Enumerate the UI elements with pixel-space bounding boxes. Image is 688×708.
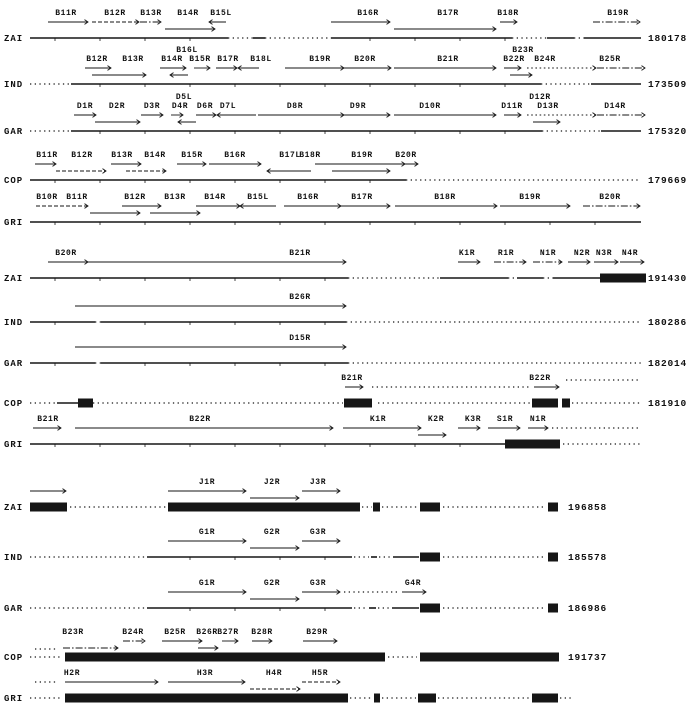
strain-label: COP xyxy=(4,653,24,663)
gene-label: H4R xyxy=(265,669,283,678)
orf-n3r xyxy=(594,249,618,264)
gene-label: B11R xyxy=(55,9,77,18)
gene-label: B22R xyxy=(503,55,525,64)
terminal-repeat-box xyxy=(65,694,348,703)
strain-label: COP xyxy=(4,399,24,409)
orf-g2r xyxy=(250,579,299,601)
orf-d7l xyxy=(217,102,256,117)
gene-label: B14R xyxy=(144,151,166,160)
gene-label: B29R xyxy=(306,628,328,637)
terminal-repeat-box xyxy=(373,503,380,512)
terminal-repeat-box xyxy=(78,399,93,408)
gene-label: B20R xyxy=(395,151,417,160)
orf-k1r xyxy=(343,415,421,430)
coordinate-value: 186986 xyxy=(568,603,608,614)
terminal-repeat-box xyxy=(532,694,558,703)
strain-label: GAR xyxy=(4,604,24,614)
gene-label: N1R xyxy=(539,249,557,258)
gene-label: B17R xyxy=(351,193,373,202)
orf-g1r xyxy=(168,579,246,594)
terminal-repeat-box xyxy=(420,503,440,512)
orf-h3r xyxy=(168,669,245,684)
track-row-zai-panel1 xyxy=(4,9,687,44)
track-row-cop-panel2 xyxy=(4,374,687,409)
gene-label: K2R xyxy=(427,415,445,424)
track-row-gri-panel1 xyxy=(4,193,641,228)
gene-label: D7L xyxy=(219,102,237,111)
gene-label: B25R xyxy=(164,628,186,637)
gene-label: D1R xyxy=(76,102,94,111)
orf-d9r xyxy=(332,102,390,117)
gene-label: B19R xyxy=(351,151,373,160)
terminal-repeat-box xyxy=(30,503,67,512)
orf-d4r xyxy=(171,102,188,117)
orf-b14r xyxy=(165,9,215,31)
gene-label: D2R xyxy=(108,102,126,111)
gene-label: B15R xyxy=(181,151,203,160)
terminal-repeat-box xyxy=(420,653,559,662)
strain-label: GRI xyxy=(4,694,24,704)
orf-k2r xyxy=(418,415,446,437)
orf-b28r xyxy=(251,628,273,643)
gene-label: B20R xyxy=(599,193,621,202)
orf-b15l xyxy=(209,9,232,24)
orf-b29r xyxy=(303,628,337,643)
coordinate-value: 191430 xyxy=(648,273,688,284)
strain-label: GRI xyxy=(4,218,24,228)
terminal-repeat-box xyxy=(600,274,646,283)
gene-label: G1R xyxy=(198,579,216,588)
gene-label: B21R xyxy=(437,55,459,64)
gene-label: G2R xyxy=(263,579,281,588)
gene-label: B18R xyxy=(434,193,456,202)
coordinate-value: 181910 xyxy=(648,398,688,409)
terminal-repeat-box xyxy=(65,653,385,662)
gene-label: J1R xyxy=(198,478,216,487)
gene-label: D9R xyxy=(349,102,367,111)
gene-label: B26R xyxy=(289,293,311,302)
gene-label: D10R xyxy=(419,102,441,111)
gene-label: B22R xyxy=(529,374,551,383)
terminal-repeat-box xyxy=(562,399,570,408)
orf-d2r xyxy=(95,102,140,124)
orf-k3r xyxy=(458,415,481,430)
orf-g3r xyxy=(302,528,340,543)
gene-label: B26R xyxy=(196,628,218,637)
orf-b12r xyxy=(92,9,139,24)
track-row-zai-panel2 xyxy=(4,249,687,284)
gene-label: D4R xyxy=(171,102,189,111)
orf-b12r xyxy=(122,193,161,208)
orf-b21r xyxy=(341,374,363,389)
terminal-repeat-box xyxy=(548,604,558,613)
gene-label: D6R xyxy=(196,102,214,111)
gene-label: B20R xyxy=(354,55,376,64)
orf-b11r xyxy=(35,151,58,166)
strain-label: GAR xyxy=(4,127,24,137)
orf-b22r xyxy=(75,415,333,430)
terminal-repeat-box xyxy=(344,399,372,408)
gene-label: R1R xyxy=(497,249,515,258)
orf-h2r xyxy=(64,669,158,684)
orf-unlabeled xyxy=(30,489,66,494)
gene-label: D5L xyxy=(175,93,193,102)
gene-label: N4R xyxy=(621,249,639,258)
gene-label: G3R xyxy=(309,528,327,537)
coordinate-value: 180286 xyxy=(648,317,688,328)
gene-label: D12R xyxy=(529,93,551,102)
track-row-ind-panel1 xyxy=(4,46,687,90)
orf-b23r xyxy=(62,628,118,650)
gene-label: B13R xyxy=(140,9,162,18)
track-row-ind-panel2 xyxy=(4,293,687,328)
orf-g2r xyxy=(250,528,299,550)
gene-label: B12R xyxy=(86,55,108,64)
gene-label: B12R xyxy=(124,193,146,202)
track-row-gar-panel3 xyxy=(4,579,607,614)
gene-label: G2R xyxy=(263,528,281,537)
orf-b15r xyxy=(189,55,211,70)
terminal-repeat-box xyxy=(374,694,380,703)
orf-d8r xyxy=(258,102,344,117)
orf-d14r xyxy=(597,102,645,117)
gene-label: B19R xyxy=(309,55,331,64)
gene-label: B11R xyxy=(66,193,88,202)
orf-b16r xyxy=(209,151,261,166)
coordinate-value: 180178 xyxy=(648,33,688,44)
gene-label: D11R xyxy=(501,102,523,111)
gene-label: B27R xyxy=(217,628,239,637)
strain-label: ZAI xyxy=(4,503,24,513)
orf-d3r xyxy=(141,102,163,117)
gene-label: B22R xyxy=(189,415,211,424)
orf-n1r xyxy=(533,249,562,264)
gene-label: D14R xyxy=(604,102,626,111)
gene-label: B21R xyxy=(37,415,59,424)
strain-label: ZAI xyxy=(4,274,24,284)
gene-label: B12R xyxy=(71,151,93,160)
gene-label: B16R xyxy=(297,193,319,202)
gene-label: B17R xyxy=(437,9,459,18)
orf-g4r xyxy=(402,579,426,594)
coordinate-value: 182014 xyxy=(648,358,688,369)
orf-d15r xyxy=(75,334,346,349)
orf-b12r xyxy=(56,151,106,173)
orf-b20r xyxy=(332,55,391,70)
gene-label: B24R xyxy=(534,55,556,64)
orf-b22r xyxy=(503,55,525,70)
gene-label: J3R xyxy=(309,478,327,487)
coordinate-value: 185578 xyxy=(568,552,608,563)
gene-label: B14R xyxy=(204,193,226,202)
gene-label: K3R xyxy=(464,415,482,424)
gene-label: B20R xyxy=(55,249,77,258)
gene-label: B13R xyxy=(164,193,186,202)
terminal-repeat-box xyxy=(420,604,440,613)
orf-d6r xyxy=(196,102,216,117)
gene-label: B21R xyxy=(289,249,311,258)
orf-r1r xyxy=(494,249,526,264)
gene-label: B11R xyxy=(36,151,58,160)
orf-d10r xyxy=(394,102,496,117)
track-row-gar-panel1 xyxy=(4,93,687,137)
gene-label: B23R xyxy=(512,46,534,55)
orf-b13r xyxy=(111,151,141,166)
gene-label: G4R xyxy=(404,579,422,588)
strain-label: IND xyxy=(4,553,24,563)
terminal-repeat-box xyxy=(168,503,360,512)
terminal-repeat-box xyxy=(420,553,440,562)
orf-b19r xyxy=(500,193,570,208)
gene-label: B16R xyxy=(224,151,246,160)
orf-b15l xyxy=(240,193,276,208)
track-row-gar-panel2 xyxy=(4,334,687,369)
orf-b15r xyxy=(177,151,206,166)
gene-label: B14R xyxy=(177,9,199,18)
gene-label: D3R xyxy=(143,102,161,111)
gene-label: B12R xyxy=(104,9,126,18)
coordinate-value: 196858 xyxy=(568,502,608,513)
orf-b14r xyxy=(160,55,186,70)
strain-label: IND xyxy=(4,80,24,90)
track-row-cop-panel1 xyxy=(4,151,687,186)
orf-b18l xyxy=(238,55,272,70)
gene-label: B19R xyxy=(607,9,629,18)
gene-label: G3R xyxy=(309,579,327,588)
gene-label: B21R xyxy=(341,374,363,383)
orf-b26r xyxy=(75,293,346,308)
gene-label: J2R xyxy=(263,478,281,487)
gene-label: B15R xyxy=(189,55,211,64)
track-row-zai-panel3 xyxy=(4,478,607,513)
gene-label: B28R xyxy=(251,628,273,637)
orf-b20r xyxy=(395,151,418,166)
gene-label: B18R xyxy=(497,9,519,18)
gene-label: S1R xyxy=(496,415,514,424)
orf-n1r xyxy=(528,415,548,430)
gene-label: B16L xyxy=(176,46,198,55)
arrowhead-right-icon xyxy=(642,113,646,118)
terminal-repeat-box xyxy=(548,553,558,562)
gene-label: N1R xyxy=(529,415,547,424)
strain-label: IND xyxy=(4,318,24,328)
gene-label: B18R xyxy=(299,151,321,160)
track-row-cop-panel3 xyxy=(4,628,607,663)
arrowhead-right-icon xyxy=(642,66,646,71)
orf-b19r xyxy=(593,9,640,24)
orf-j2r xyxy=(250,478,299,500)
orf-n2r xyxy=(568,249,590,264)
orf-b24r xyxy=(527,55,596,70)
orf-d1r xyxy=(74,102,96,117)
orf-g3r xyxy=(302,579,340,594)
orf-b22r xyxy=(529,374,559,389)
orf-h5r xyxy=(302,669,340,684)
gene-label: B14R xyxy=(161,55,183,64)
gene-label: D15R xyxy=(289,334,311,343)
gene-label: B15L xyxy=(247,193,269,202)
orf-b16r xyxy=(331,9,390,24)
gene-label: B25R xyxy=(599,55,621,64)
gene-label: B10R xyxy=(36,193,58,202)
coordinate-value: 179669 xyxy=(648,175,688,186)
terminal-repeat-box xyxy=(548,503,558,512)
orf-b19r xyxy=(332,151,390,173)
gene-label: B13R xyxy=(111,151,133,160)
gene-label: B18L xyxy=(250,55,272,64)
gene-label: B24R xyxy=(122,628,144,637)
gene-label: B23R xyxy=(62,628,84,637)
orf-n4r xyxy=(620,249,644,264)
terminal-repeat-box xyxy=(532,399,558,408)
gene-label: N2R xyxy=(573,249,591,258)
orf-b20r xyxy=(583,193,640,208)
orf-b21r xyxy=(394,55,496,70)
orf-b14r xyxy=(196,193,240,208)
orf-b11r xyxy=(48,9,88,24)
gene-label: D13R xyxy=(537,102,559,111)
orf-b17r xyxy=(394,9,496,31)
terminal-repeat-box xyxy=(418,694,436,703)
gene-label: B17L xyxy=(279,151,301,160)
coordinate-value: 175320 xyxy=(648,126,688,137)
orf-g1r xyxy=(168,528,246,543)
gene-label: B15L xyxy=(210,9,232,18)
orf-b21r xyxy=(33,415,61,430)
strain-label: ZAI xyxy=(4,34,24,44)
terminal-repeat-box xyxy=(505,440,560,449)
gene-label: H3R xyxy=(196,669,214,678)
track-row-ind-panel3 xyxy=(4,528,607,563)
track-row-gri-panel3 xyxy=(4,669,572,704)
gene-label: H2R xyxy=(63,669,81,678)
gene-label: K1R xyxy=(458,249,476,258)
orf-b13r xyxy=(140,9,162,24)
gene-label: N3R xyxy=(595,249,613,258)
gene-label: B19R xyxy=(519,193,541,202)
strain-label: COP xyxy=(4,176,24,186)
orf-k1r xyxy=(458,249,480,264)
gene-label: H5R xyxy=(311,669,329,678)
orf-d11r xyxy=(501,102,523,117)
strain-label: GAR xyxy=(4,359,24,369)
coordinate-value: 173509 xyxy=(648,79,688,90)
orf-d13r xyxy=(527,102,596,117)
orf-s1r xyxy=(488,415,520,430)
orf-b21r xyxy=(75,249,346,264)
gene-label: B17R xyxy=(217,55,239,64)
orf-j1r xyxy=(168,478,246,493)
orf-b18r xyxy=(395,193,497,208)
orf-b18r xyxy=(497,9,519,24)
gene-label: G1R xyxy=(198,528,216,537)
track-row-gri-panel2 xyxy=(4,415,641,450)
orf-b13r xyxy=(150,193,200,215)
orf-b25r xyxy=(597,55,645,70)
orf-h4r xyxy=(250,669,300,691)
gene-label: B13R xyxy=(122,55,144,64)
orf-b24r xyxy=(122,628,145,643)
gene-label: D8R xyxy=(286,102,304,111)
orf-b17r xyxy=(332,193,390,208)
orf-j3r xyxy=(302,478,340,493)
gene-label: K1R xyxy=(369,415,387,424)
strain-label: GRI xyxy=(4,440,24,450)
orf-b12r xyxy=(85,55,111,70)
coordinate-value: 191737 xyxy=(568,652,608,663)
orf-b17r xyxy=(216,55,239,70)
gene-label: B16R xyxy=(357,9,379,18)
orf-b27r xyxy=(217,628,239,643)
